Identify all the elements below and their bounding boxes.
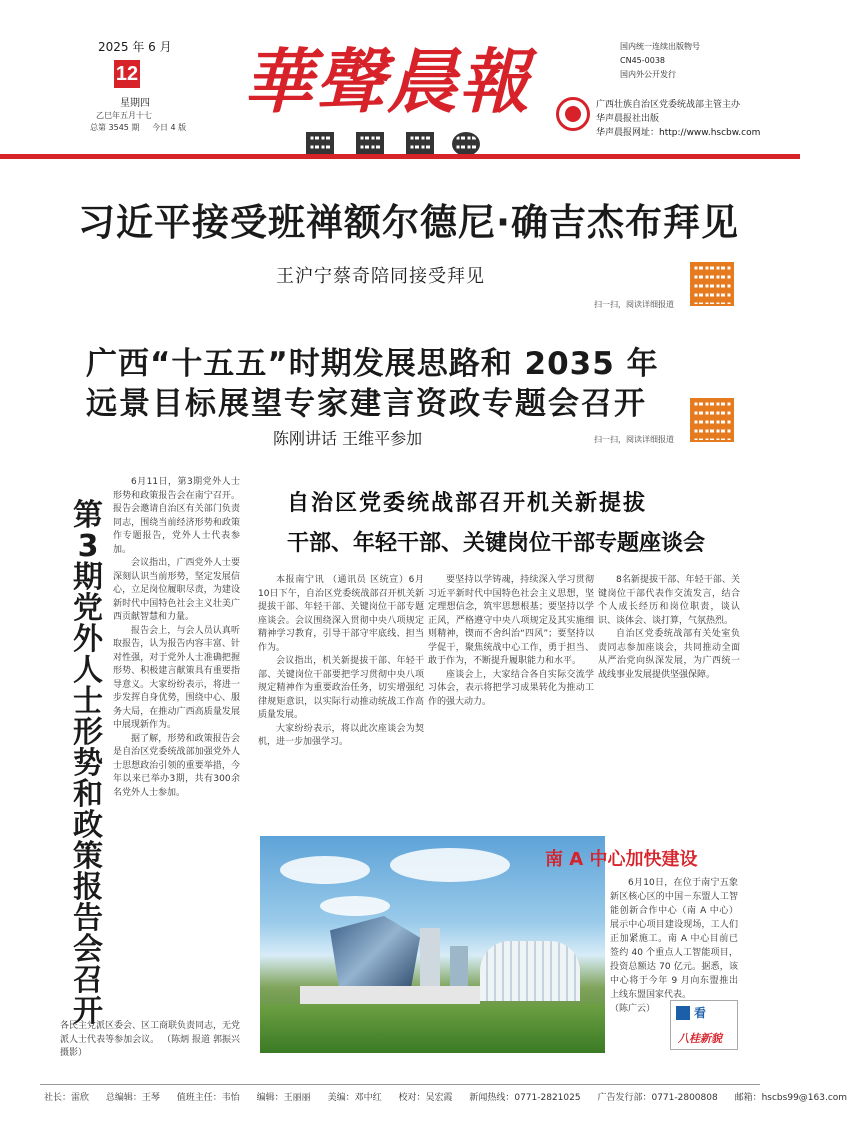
- footer-item: 新闻热线：0771-2821025: [469, 1093, 581, 1103]
- second-headline-line2[interactable]: 远景目标展望专家建言资政专题会召开: [86, 386, 647, 422]
- publisher-info: [596, 98, 760, 140]
- title-char: 报: [73, 870, 103, 905]
- title-char: 会: [73, 932, 103, 967]
- second-headline-line1[interactable]: 广西“十五五”时期发展思路和 2035 年: [86, 346, 659, 382]
- title-char: 人: [73, 653, 103, 688]
- paragraph: 大家纷纷表示，将以此次座谈会为契机，进一步加强学习。: [258, 723, 424, 747]
- center-headline-line1[interactable]: 自治区党委统战部召开机关新提拔: [287, 491, 648, 516]
- paragraph: 6月10日，在位于南宁五象新区核心区的中国－东盟人工智能创新合作中心（南 A 中心）展示中心项目建设现场，工人们正加紧施工。南 A 中心目前已签约 40 个重点人工智能项目，投资总额达 70 亿元。据悉，该中心将于今年 9 月向东盟推出上线东盟国家代表。: [610, 878, 738, 1000]
- lead-subhead: 王沪宁蔡奇陪同接受拜见: [276, 266, 485, 287]
- title-char: 召: [73, 963, 103, 998]
- photo-story-body: [610, 876, 738, 1016]
- issue-year-month: 2025 年 6 月: [98, 40, 172, 54]
- registration-line: CN45-0038: [620, 56, 665, 65]
- title-char: 政: [73, 808, 103, 843]
- footer-item: 值班主任：韦怡: [176, 1093, 240, 1103]
- center-headline-line2[interactable]: 干部、年轻干部、关键岗位干部专题座谈会: [287, 531, 706, 556]
- paragraph: 要坚持以学铸魂，持续深入学习贯彻习近平新时代中国特色社会主义思想，坚定理想信念，筑牢思想根基；要坚持以学正风，严格遵守中央八项规定及其实施细则精神，锲而不舍纠治“四风”；要坚持以学促干，聚焦统战中心工作，勇于担当、敢于作为，不断提升履职能力和水平。: [428, 575, 594, 666]
- footer-divider: [40, 1084, 760, 1085]
- byline: （陈广云）: [610, 1004, 656, 1014]
- lead-headline[interactable]: 习近平接受班禅额尔德尼·确吉杰布拜见: [78, 201, 740, 244]
- paragraph: 会议指出，机关新提拔干部、年轻干部、关键岗位干部要把学习贯彻中央八项规定精神作为重要政治任务，切实增强纪律规矩意识，以实际行动推动统战工作高质量发展。: [258, 656, 424, 720]
- title-char: 期: [73, 560, 103, 595]
- qr-weibo-icon[interactable]: [356, 132, 384, 156]
- bagui-badge-mark: 看: [694, 1006, 707, 1020]
- title-char: 形: [73, 715, 103, 750]
- footer-item: 编辑：王丽丽: [256, 1093, 311, 1103]
- lead-qr-icon[interactable]: [690, 262, 734, 306]
- footer-item[interactable]: 邮箱：hscbs99@163.com: [734, 1093, 848, 1103]
- publisher-line: 广西壮族自治区党委统战部主管主办: [596, 100, 741, 110]
- footer-item: 校对：吴宏霞: [398, 1093, 453, 1103]
- footer-item: 社长：雷欣: [44, 1093, 90, 1103]
- paragraph: 8名新提拔干部、年轻干部、关键岗位干部代表作交流发言，结合个人成长经历和岗位职责，谈认识、谈体会、谈打算，气氛热烈。: [598, 575, 740, 626]
- second-subhead: 陈刚讲话 王维平参加: [273, 429, 423, 448]
- left-story-vertical-title[interactable]: [66, 500, 110, 1027]
- title-char: 和: [73, 777, 103, 812]
- title-char: 第: [73, 498, 103, 533]
- qr-bagui-icon[interactable]: [452, 132, 480, 156]
- qr-app-icon[interactable]: [406, 132, 434, 156]
- photo-story-title[interactable]: 南 A 中心加快建设: [545, 849, 698, 870]
- footer-item: 广告发行部：0771-2800808: [597, 1093, 718, 1103]
- center-story-column-2: [428, 574, 594, 824]
- center-story-column-3: [598, 574, 740, 824]
- title-char: 势: [73, 746, 103, 781]
- lunar-date: 乙巳年五月十七: [96, 111, 152, 120]
- paragraph: 各民主党派区委会、区工商联负责同志，无党派人士代表等参加会议。: [60, 1021, 241, 1045]
- paragraph: 座谈会上，大家结合各自实际交流学习体会，表示将把学习成果转化为推动工作的强大动力。: [428, 669, 594, 707]
- paragraph: 本报南宁讯 （通讯员 区统宣）6月10日下午，自治区党委统战部召开机关新提拔干部、年轻干部、关键岗位干部专题座谈会。会议围绕深入贯彻中央八项规定精神学习教育，引导干部守牢底线、担当作为。: [258, 575, 424, 653]
- paragraph: 报告会上，与会人员认真听取报告，认为报告内容丰富、针对性强，对于党外人士准确把握形势、积极建言献策具有重要指导意义。大家纷纷表示，将进一步发挥自身优势，围绕中心、服务大局，在推动广西高质量发展中展现新作为。: [113, 625, 240, 730]
- issue-day: 12: [114, 60, 140, 88]
- second-qr-icon[interactable]: [690, 398, 734, 442]
- title-char: 开: [73, 994, 103, 1029]
- title-char: 3: [77, 529, 99, 564]
- title-char: 告: [73, 901, 103, 936]
- qr-wechat-icon[interactable]: [306, 132, 334, 156]
- website-link[interactable]: 华声晨报网址：http://www.hscbw.com: [596, 128, 761, 138]
- registration-line: 国内统一连续出版物号: [620, 42, 700, 51]
- left-story-ending: [60, 1020, 240, 1061]
- center-story-column-1: [258, 574, 424, 824]
- publisher-emblem-icon: [556, 97, 590, 131]
- title-char: 外: [73, 622, 103, 657]
- publication-registration: [620, 40, 700, 82]
- masthead-divider: [0, 154, 800, 159]
- paragraph: 6月11日，第3期党外人士形势和政策报告会在南宁召开。报告会邀请自治区有关部门负责同志，围绕当前经济形势和政策作专题报告，党外人士代表参加。: [113, 477, 240, 555]
- issue-number: 总第 3545 期: [90, 123, 140, 132]
- bagui-qr-icon: [676, 1006, 690, 1020]
- second-scan-caption: 扫一扫，阅读详细报道: [594, 435, 674, 444]
- paragraph: 会议指出，广西党外人士要深刻认识当前形势，坚定发展信心，立足岗位履职尽责，为建设新时代中国特色社会主义壮美广西贡献智慧和力量。: [113, 558, 240, 622]
- title-char: 策: [73, 839, 103, 874]
- lead-scan-caption: 扫一扫，阅读详细报道: [594, 300, 674, 309]
- issue-info: [90, 122, 196, 133]
- paragraph: 自治区党委统战部有关处室负责同志参加座谈会，共同推动全面从严治党向纵深发展，为广西统一战线事业发展提供坚强保障。: [598, 629, 740, 680]
- page-count: 今日 4 版: [152, 123, 187, 132]
- footer-item: 总编辑：王琴: [105, 1093, 160, 1103]
- publisher-line: 华声晨报社出版: [596, 114, 660, 124]
- paragraph: 据了解，形势和政策报告会是自治区党委统战部加强党外人士思想政治引领的重要举措，今年以来已举办3期，共有300余名党外人士参加。: [113, 733, 240, 798]
- byline: （陈炳 报道 郭振兴 摄影）: [60, 1034, 240, 1058]
- footer-item: 美编：邓中红: [327, 1093, 382, 1103]
- newspaper-logo: 華聲晨報: [243, 40, 531, 123]
- staff-footer: [44, 1090, 861, 1103]
- title-char: 士: [73, 684, 103, 719]
- title-char: 党: [73, 591, 103, 626]
- issue-weekday: 星期四: [120, 98, 150, 109]
- bagui-badge-text: 八桂新貌: [678, 1032, 722, 1045]
- registration-line: 国内外公开发行: [620, 70, 676, 79]
- left-story-body: [113, 476, 240, 1021]
